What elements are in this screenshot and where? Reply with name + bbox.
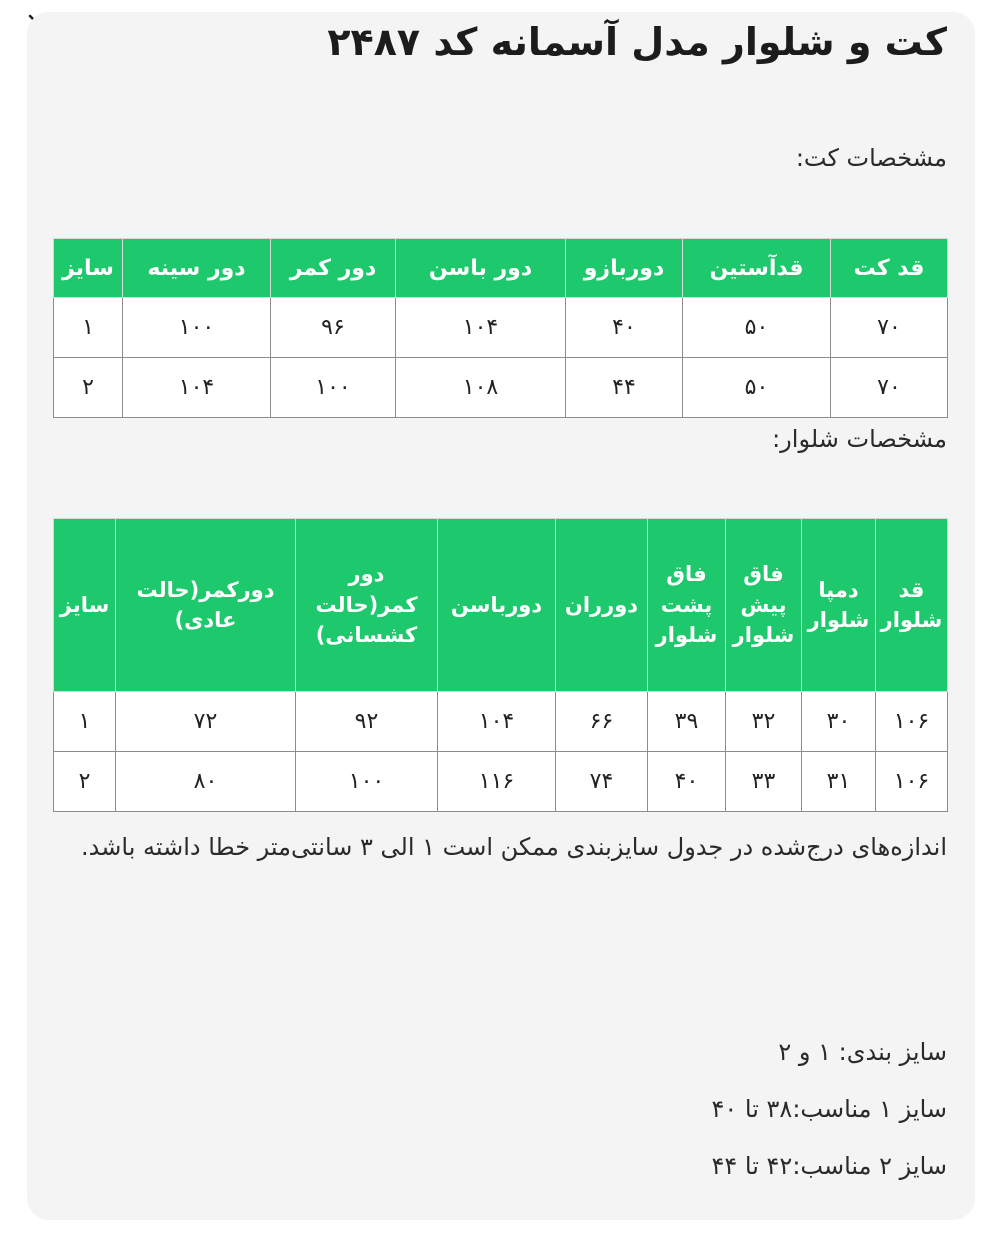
table-header-row xyxy=(54,519,948,692)
table-cell: ۸۰ xyxy=(116,752,296,812)
coat-header-chest: دور سینه xyxy=(123,239,271,298)
table-cell: ۴۰ xyxy=(566,298,683,358)
page-title: کت و شلوار مدل آسمانه کد ۲۴۸۷ xyxy=(327,20,947,64)
table-cell: ۲ xyxy=(54,752,116,812)
table-cell: ۴۰ xyxy=(648,752,726,812)
coat-section-label: مشخصات کت: xyxy=(795,144,947,172)
table-cell: ۵۰ xyxy=(683,298,831,358)
pants-spec-table xyxy=(53,518,948,812)
pants-header-size: سایز xyxy=(54,519,116,692)
sizing-summary: سایز بندی: ۱ و ۲ xyxy=(778,1038,947,1066)
table-cell: ۴۴ xyxy=(566,358,683,418)
table-cell: ۱۰۸ xyxy=(396,358,566,418)
table-header-row xyxy=(54,239,948,298)
table-cell: ۱۰۴ xyxy=(396,298,566,358)
table-cell: ۳۹ xyxy=(648,692,726,752)
table-row xyxy=(54,692,948,752)
table-row xyxy=(54,298,948,358)
table-cell: ۲ xyxy=(54,358,123,418)
table-cell: ۳۱ xyxy=(802,752,876,812)
size-2-fit: سایز ۲ مناسب:۴۲ تا ۴۴ xyxy=(711,1152,947,1180)
coat-header-hip: دور باسن xyxy=(396,239,566,298)
table-cell: ۱۰۰ xyxy=(296,752,438,812)
coat-header-length: قد کت xyxy=(831,239,948,298)
table-cell: ۱ xyxy=(54,692,116,752)
table-cell: ۱۰۶ xyxy=(876,692,948,752)
pants-header-waist-normal: دورکمر(حالت عادی) xyxy=(116,519,296,692)
table-cell: ۱۰۴ xyxy=(438,692,556,752)
table-cell: ۱۰۶ xyxy=(876,752,948,812)
table-row xyxy=(54,752,948,812)
table-cell: ۱ xyxy=(54,298,123,358)
table-cell: ۹۲ xyxy=(296,692,438,752)
table-cell: ۳۳ xyxy=(726,752,802,812)
table-row xyxy=(54,358,948,418)
table-cell: ۷۲ xyxy=(116,692,296,752)
pants-header-front-rise: فاق پیش شلوار xyxy=(726,519,802,692)
coat-header-waist: دور کمر xyxy=(271,239,396,298)
pants-header-length: قد شلوار xyxy=(876,519,948,692)
pants-header-thigh: دورران xyxy=(556,519,648,692)
table-cell: ۵۰ xyxy=(683,358,831,418)
coat-spec-table xyxy=(53,238,948,418)
pants-header-back-rise: فاق پشت شلوار xyxy=(648,519,726,692)
table-cell: ۹۶ xyxy=(271,298,396,358)
coat-header-arm: دوربازو xyxy=(566,239,683,298)
table-cell: ۳۰ xyxy=(802,692,876,752)
table-cell: ۱۰۰ xyxy=(271,358,396,418)
table-cell: ۷۰ xyxy=(831,358,948,418)
coat-header-sleeve-length: قدآستین xyxy=(683,239,831,298)
pants-header-hip: دورباسن xyxy=(438,519,556,692)
table-cell: ۱۱۶ xyxy=(438,752,556,812)
table-cell: ۱۰۴ xyxy=(123,358,271,418)
table-cell: ۳۲ xyxy=(726,692,802,752)
pants-header-waist-stretch: دور کمر(حالت کشسانی) xyxy=(296,519,438,692)
table-cell: ۷۴ xyxy=(556,752,648,812)
table-cell: ۷۰ xyxy=(831,298,948,358)
pants-section-label: مشخصات شلوار: xyxy=(772,425,947,453)
table-cell: ۱۰۰ xyxy=(123,298,271,358)
pants-header-hem: دمپا شلوار xyxy=(802,519,876,692)
coat-header-size: سایز xyxy=(54,239,123,298)
sizing-disclaimer: اندازه‌های درج‌شده در جدول سایزبندی ممکن است ۱ الی ۳ سانتی‌متر خطا داشته باشد. xyxy=(81,833,947,861)
size-1-fit: سایز ۱ مناسب:۳۸ تا ۴۰ xyxy=(711,1095,947,1123)
table-cell: ۶۶ xyxy=(556,692,648,752)
